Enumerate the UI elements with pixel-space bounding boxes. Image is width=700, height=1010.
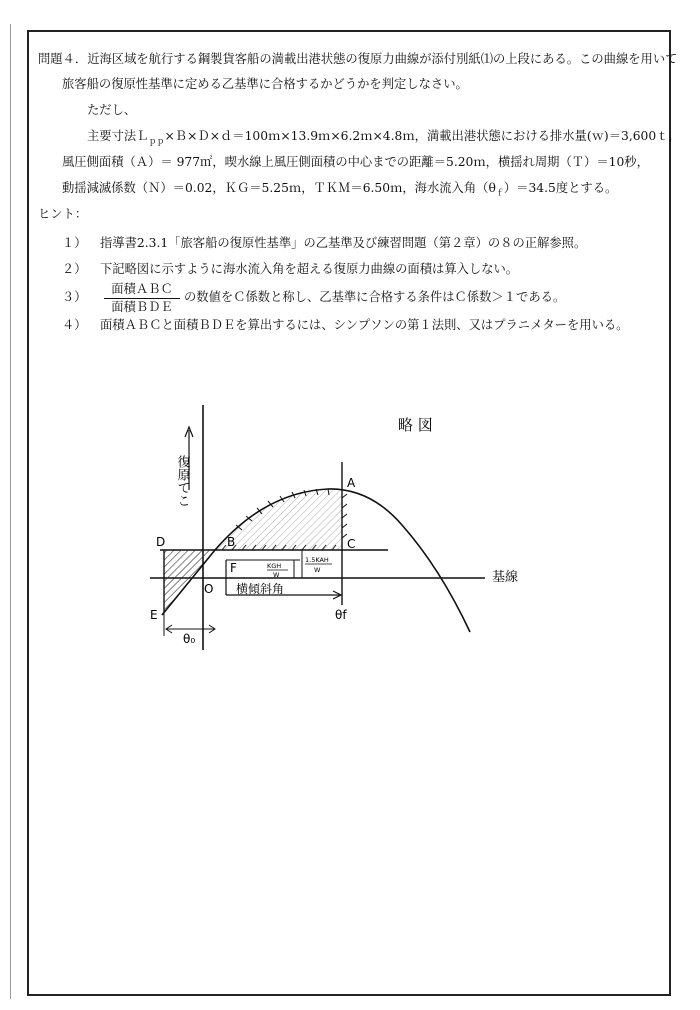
lever1-denominator: W (273, 571, 280, 579)
problem-line-5 (62, 180, 617, 201)
point-a: A (347, 476, 356, 490)
problem-tadashi: ただし、 (87, 103, 137, 117)
problem-line-2: 旅客船の復原性基準に定める乙基準に合格するかどうかを判定しなさい。 (62, 77, 468, 91)
coefficient-text-end: ）＝34.5度とする。 (503, 181, 618, 195)
lever2-denominator: W (314, 566, 321, 574)
point-f: F (230, 561, 237, 575)
problem-line-3 (87, 128, 672, 149)
theta0-label: θ₀ (183, 632, 196, 646)
hint-text-4: 面積ＡＢＣと面積ＢＤＥを算出するには、シンプソンの第１法則、又はプラニメターを用いる。 (100, 318, 629, 332)
y-axis-label: 復原てこ (174, 455, 190, 507)
baseline-label: 基線 (492, 570, 519, 585)
dimension-label: 主要寸法Ｌ (87, 129, 149, 143)
page-edge-line (10, 24, 11, 999)
x-axis-label: 横傾斜角 (236, 582, 285, 596)
dimension-values: ×Ｂ×Ｄ×ｄ＝100ｍ×13.9ｍ×6.2ｍ×4.8ｍ，満載出港状態における排水量(ｗ)＝3,600ｔ, (164, 129, 673, 143)
point-o: O (204, 582, 214, 596)
lever2-numerator: 1.5KAH (305, 556, 329, 564)
problem-line-1: 問題４．近海区域を航行する鋼製貨客船の満載出港状態の復原力曲線が添付別紙⑴の上段にある。この曲線を用いて (38, 52, 678, 66)
c-coefficient-fraction (104, 282, 180, 315)
hint-number-3: ３） (62, 290, 87, 304)
righting-lever-sketch (140, 400, 540, 660)
hint-number-2: ２） (62, 262, 87, 276)
theta-f-subscript: ｆ (495, 188, 504, 198)
point-e: E (150, 608, 158, 622)
hint-number-4: ４） (62, 318, 87, 332)
lever1-numerator: KGH (267, 562, 282, 570)
point-d: D (156, 535, 166, 549)
fraction-denominator: 面積ＢＤＥ (111, 300, 173, 314)
sketch-title: 略 図 (398, 416, 433, 434)
hint-number-1: １） (62, 236, 87, 250)
hint-text-3: の数値をＣ係数と称し、乙基準に合格する条件はＣ係数＞１である。 (184, 290, 566, 304)
point-c: C (347, 537, 356, 551)
hint-text-2: 下記略図に示すように海水流入角を超える復原力曲線の面積は算入しない。 (100, 262, 519, 276)
theta-f-hatch (342, 494, 347, 538)
thetaf-label: θf (335, 608, 347, 622)
coefficient-text: 動揺減滅係数（Ｎ）＝0.02，ＫＧ＝5.25ｍ，ＴＫＭ＝6.50ｍ，海水流入角（θ (62, 181, 496, 195)
lpp-subscript: ｐｐ (148, 136, 165, 146)
hint-heading: ヒント： (38, 207, 88, 221)
hint-text-1: 指導書2.3.1「旅客船の復原性基準」の乙基準及び練習問題（第２章）の８の正解参照。 (100, 236, 587, 250)
problem-line-4: 風圧側面積（Ａ）＝ 977㎡，喫水線上風圧側面積の中心までの距離＝5.20ｍ，横揺れ周期（Ｔ）＝10秒， (62, 155, 649, 169)
fraction-numerator: 面積ＡＢＣ (104, 282, 180, 299)
point-b: B (227, 535, 236, 549)
